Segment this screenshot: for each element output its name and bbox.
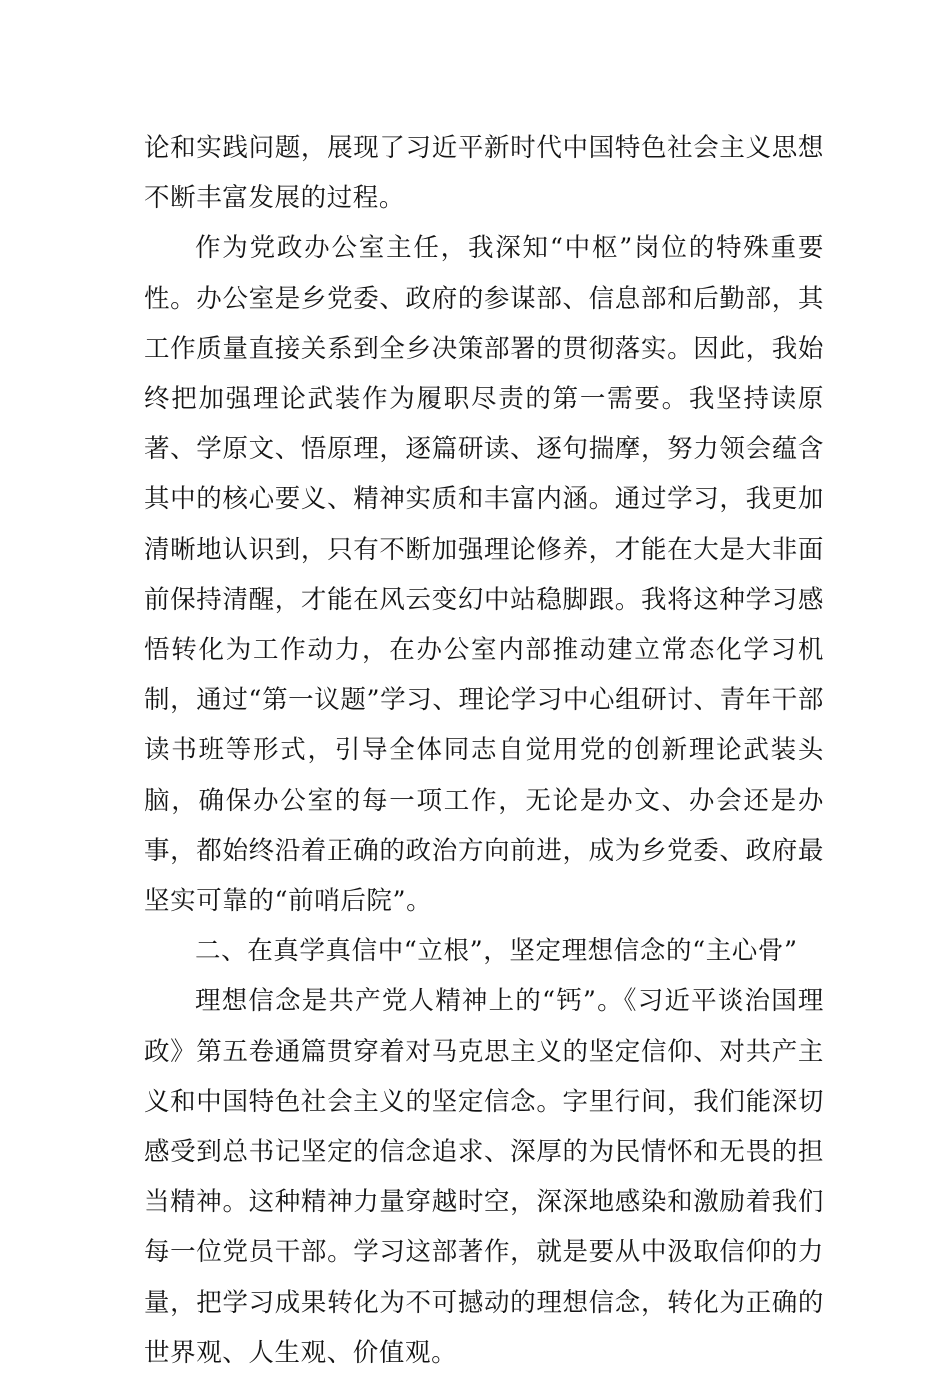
document-page — [144, 123, 824, 1378]
paragraph-office-director: 作为党政办公室主任，我深知“中枢”岗位的特殊重要性。办公室是乡党委、政府的参谋部、信息部和后勤部，其工作质量直接关系到全乡决策部署的贯彻落实。因此，我始终把加强理论武装作为履职尽责的第一需要。我坚持读原著、学原文、悟原理，逐篇研读、逐句揣摩，努力领会蕴含其中的核心要义、精神实质和丰富内涵。通过学习，我更加清晰地认识到，只有不断加强理论修养，才能在大是大非面前保持清醒，才能在风云变幻中站稳脚跟。我将这种学习感悟转化为工作动力，在办公室内部推动建立常态化学习机制，通过“第一议题”学习、理论学习中心组研讨、青年干部读书班等形式，引导全体同志自觉用党的创新理论武装头脑，确保办公室的每一项工作，无论是办文、办会还是办事，都始终沿着正确的政治方向前进，成为乡党委、政府最坚实可靠的“前哨后院”。 — [144, 233, 824, 917]
paragraph-ideals-beliefs: 理想信念是共产党人精神上的“钙”。《习近平谈治国理政》第五卷通篇贯穿着对马克思主义的坚定信仰、对共产主义和中国特色社会主义的坚定信念。字里行间，我们能深切感受到总书记坚定的信念追求、深厚的为民情怀和无畏的担当精神。这种精神力量穿越时空，深深地感染和激励着我们每一位党员干部。学习这部著作，就是要从中汲取信仰的力量，把学习成果转化为不可撼动的理想信念，转化为正确的世界观、人生观、价值观。 — [144, 986, 824, 1368]
paragraph-continuation: 论和实践问题，展现了习近平新时代中国特色社会主义思想不断丰富发展的过程。 — [144, 133, 824, 214]
section-heading-two: 二、在真学真信中“立根”，坚定理想信念的“主心骨” — [195, 936, 798, 967]
